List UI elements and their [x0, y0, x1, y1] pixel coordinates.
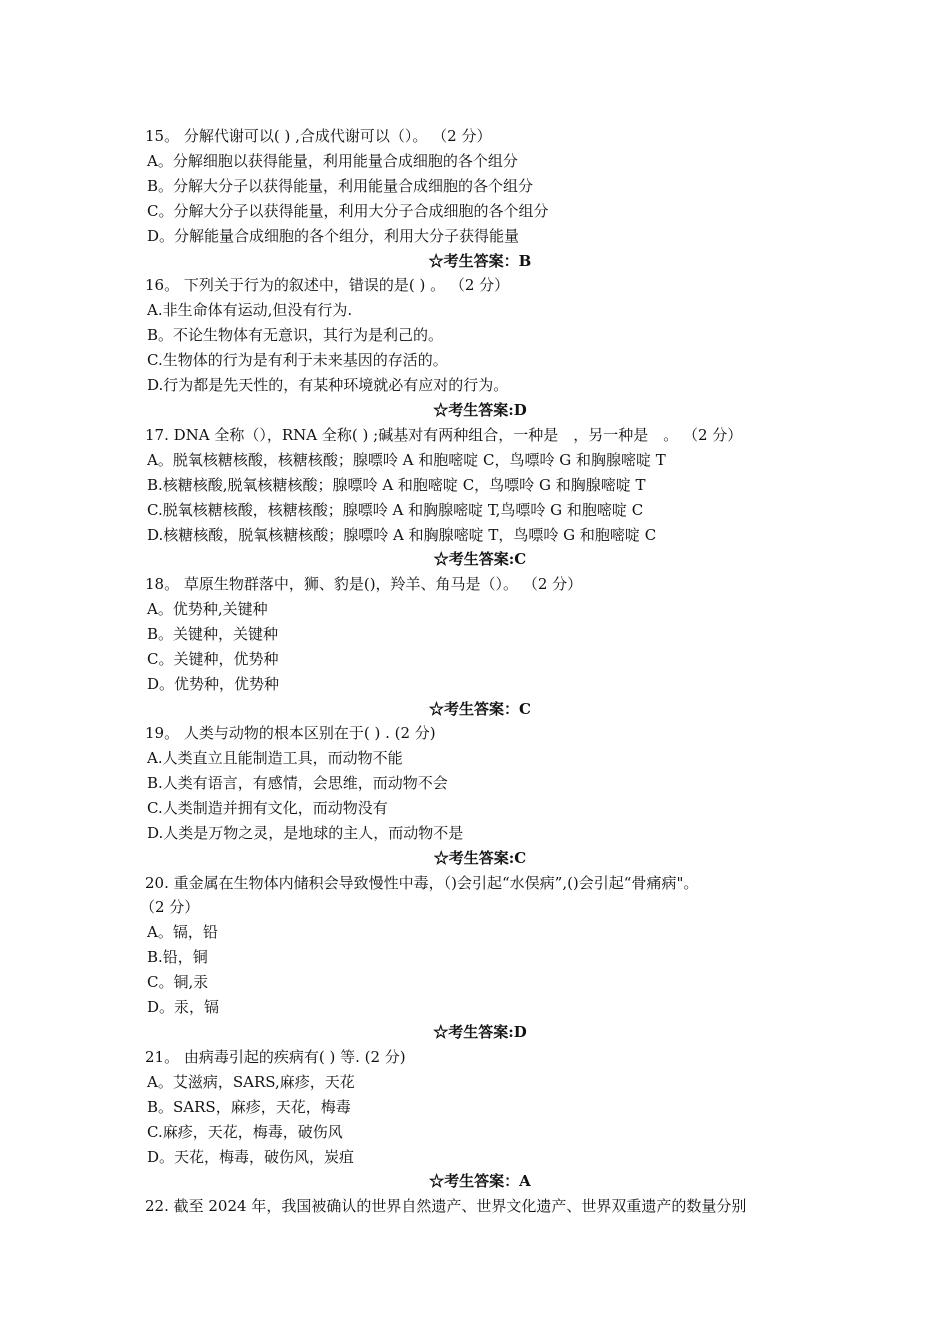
question-21-option-b: B。SARS，麻疹，天花，梅毒 [147, 1098, 351, 1116]
question-22-stem: 22. 截至 2024 年，我国被确认的世界自然遗产、世界文化遗产、世界双重遗产的数量分别 [145, 1197, 747, 1215]
question-16-stem: 16。 下列关于行为的叙述中，错误的是( ) 。 （2 分） [145, 276, 510, 294]
question-19-option-c: C.人类制造并拥有文化，而动物没有 [147, 799, 388, 817]
question-20-stem: 20. 重金属在生物体内储积会导致慢性中毒，（)会引起“水俣病”,()会引起“骨痛病"。 [145, 874, 699, 892]
question-18-option-a: A。优势种,关键种 [147, 600, 268, 618]
question-20-answer: ☆考生答案:D [433, 1023, 527, 1041]
question-18-answer: ☆考生答案：C [429, 700, 531, 718]
question-15-option-d: D。分解能量合成细胞的各个组分，利用大分子获得能量 [147, 227, 520, 245]
question-20-option-a: A。镉，铅 [147, 923, 218, 941]
question-20-option-d: D。汞，镉 [147, 998, 220, 1016]
question-15-option-a: A。分解细胞以获得能量，利用能量合成细胞的各个组分 [147, 152, 518, 170]
question-17-option-c: C.脱氧核糖核酸，核糖核酸；腺嘌呤 A 和胸腺嘧啶 T,鸟嘌呤 G 和胞嘧啶 C [147, 501, 644, 519]
question-19-stem: 19。 人类与动物的根本区别在于( ) . (2 分) [145, 724, 436, 742]
question-15-stem: 15。 分解代谢可以( ) ,合成代谢可以（）。 （2 分） [145, 127, 492, 145]
question-21-option-d: D。天花，梅毒，破伤风，炭疽 [147, 1148, 355, 1166]
question-17-answer: ☆考生答案:C [433, 550, 527, 568]
question-16-option-b: B。不论生物体有无意识，其行为是利己的。 [147, 326, 444, 344]
question-17-option-b: B.核糖核酸,脱氧核糖核酸；腺嘌呤 A 和胞嘧啶 C，鸟嘌呤 G 和胸腺嘧啶 T [147, 476, 646, 494]
question-19-option-a: A.人类直立且能制造工具，而动物不能 [147, 749, 403, 767]
question-15-option-b: B。分解大分子以获得能量，利用能量合成细胞的各个组分 [147, 177, 534, 195]
question-19-option-b: B.人类有语言，有感情，会思维，而动物不会 [147, 774, 448, 792]
question-21-option-c: C.麻疹，天花，梅毒，破伤风 [147, 1123, 343, 1141]
question-18-option-d: D。优势种，优势种 [147, 675, 280, 693]
question-16-option-d: D.行为都是先天性的，有某种环境就必有应对的行为。 [147, 376, 509, 394]
question-15-option-c: C。分解大分子以获得能量，利用大分子合成细胞的各个组分 [147, 202, 549, 220]
question-15-answer: ☆考生答案：B [428, 252, 532, 270]
question-20-option-c: C。铜,汞 [147, 973, 209, 991]
question-16-option-c: C.生物体的行为是有利于未来基因的存活的。 [147, 351, 448, 369]
question-18-stem: 18。 草原生物群落中，狮、豹是()，羚羊、角马是（）。 （2 分） [145, 575, 583, 593]
question-19-answer: ☆考生答案:C [433, 849, 527, 867]
question-17-option-d: D.核糖核酸，脱氧核糖核酸；腺嘌呤 A 和胸腺嘧啶 T，鸟嘌呤 G 和胞嘧啶 C [147, 526, 657, 544]
question-19-option-d: D.人类是万物之灵，是地球的主人，而动物不是 [147, 824, 464, 842]
question-21-answer: ☆考生答案：A [429, 1172, 531, 1190]
question-17-stem: 17. DNA 全称（），RNA 全称( ) ;碱基对有两种组合，一种是 ，另一种是 。 （2 分） [145, 426, 743, 444]
question-21-stem: 21。 由病毒引起的疾病有( ) 等. (2 分) [145, 1048, 406, 1066]
question-20-option-b: B.铅，铜 [147, 948, 208, 966]
question-18-option-c: C。关键种，优势种 [147, 650, 279, 668]
question-21-option-a: A。艾滋病，SARS,麻疹，天花 [147, 1073, 355, 1091]
question-20-stem-continuation: （2 分） [140, 898, 200, 916]
question-16-answer: ☆考生答案:D [433, 401, 527, 419]
question-18-option-b: B。关键种，关键种 [147, 625, 279, 643]
question-17-option-a: A。脱氧核糖核酸，核糖核酸；腺嘌呤 A 和胞嘧啶 C，鸟嘌呤 G 和胸腺嘧啶 T [147, 451, 666, 469]
question-16-option-a: A.非生命体有运动,但没有行为. [147, 301, 353, 319]
